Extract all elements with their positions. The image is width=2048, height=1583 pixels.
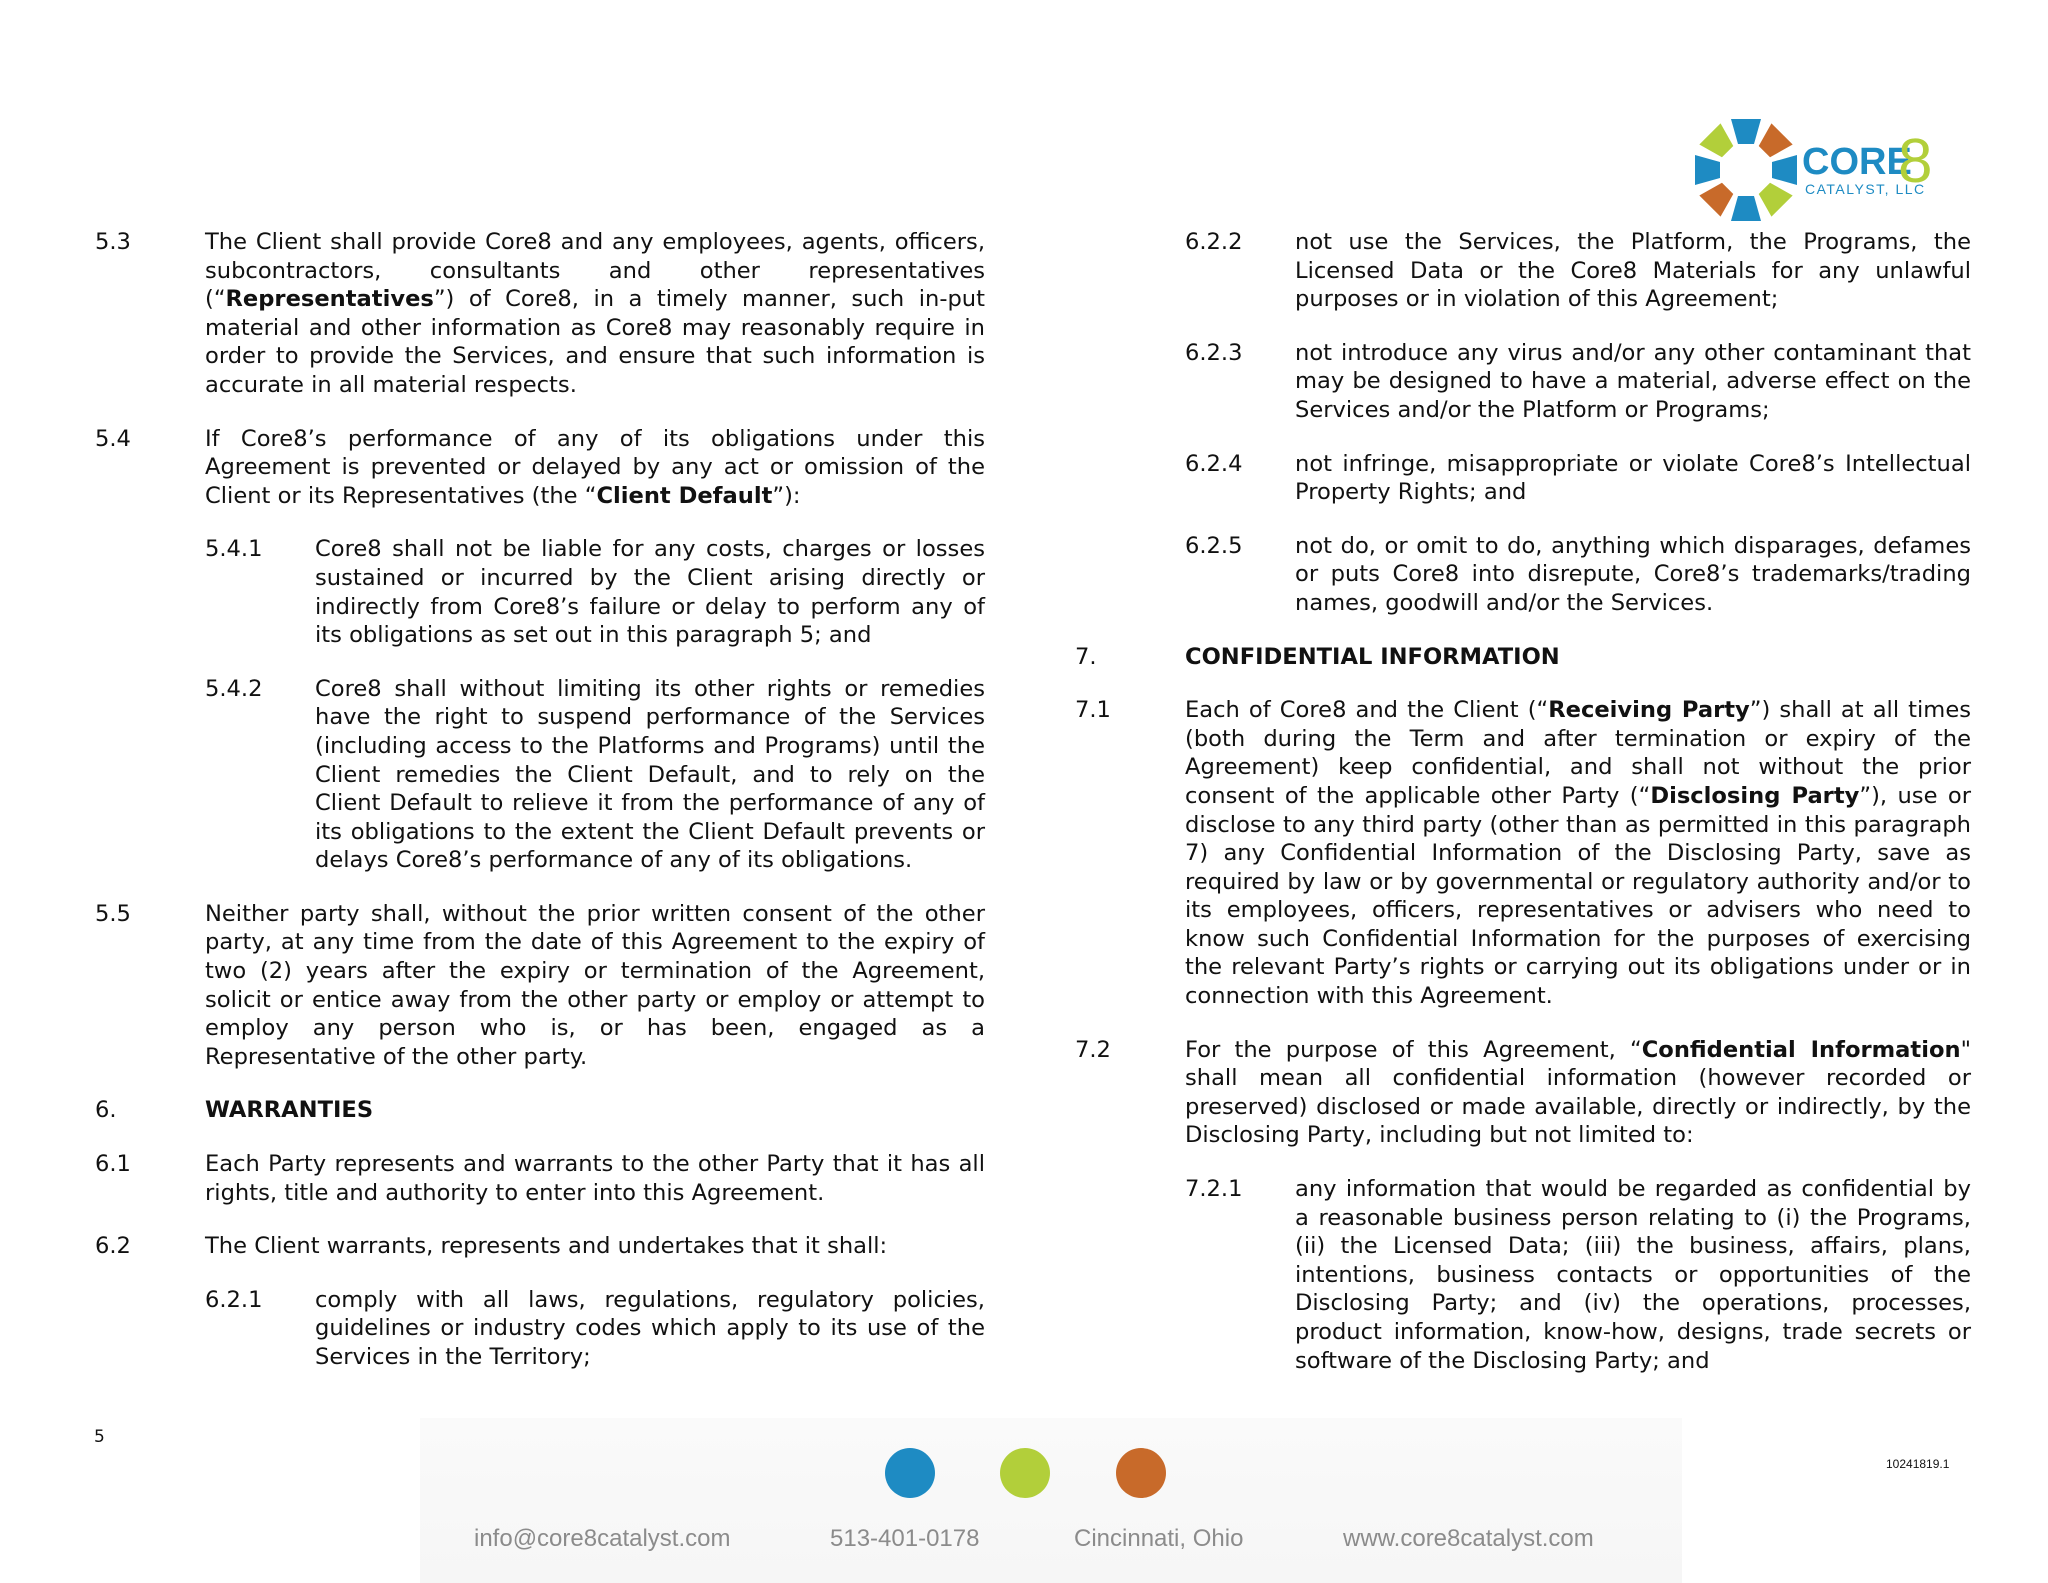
heading-text xyxy=(205,1096,985,1125)
defined-term: Client Default xyxy=(596,482,773,509)
clause xyxy=(95,1232,985,1261)
text-segment: ”) shall at all times (both during the Term and after termination or expiry of the Agreement) keep confidential, and shall not without the prior consent of the applicable other Party (“ xyxy=(1185,697,1971,809)
text-segment: " shall mean all confidential information (however recorded or preserved) disclosed or made available, directly or indirectly, by the Disclosing Party, including but not limited to: xyxy=(1185,1036,1971,1149)
clause-number: 6.2.3 xyxy=(1185,339,1243,366)
clause-text xyxy=(205,425,985,511)
text-segment: Each Party represents and warrants to the other Party that it has all rights, title and authority to enter into this Agreement. xyxy=(205,1151,985,1206)
clause-number: 7.2 xyxy=(1075,1036,1111,1063)
footer-phone: 513-401-0178 xyxy=(830,1525,980,1552)
clause-number: 6.2.2 xyxy=(1185,229,1243,255)
right-column xyxy=(1075,228,1971,1400)
clause xyxy=(95,228,985,400)
footer-email[interactable]: info@core8catalyst.com xyxy=(474,1525,731,1552)
core8-logo-mark xyxy=(1690,112,1970,224)
core8-logo xyxy=(1690,112,1970,224)
sub-clause xyxy=(95,535,985,649)
svg-text:8: 8 xyxy=(1898,127,1933,196)
clause-text xyxy=(1295,1175,1971,1375)
left-column xyxy=(95,228,985,1397)
clause-number: 6. xyxy=(95,1097,117,1124)
text-segment: ”) of Core8, in a timely manner, such in-put material and other information as Core8 may reasonably require in order to provide the Services, and ensure that such information is accurate in all material respects. xyxy=(205,286,985,398)
clause-number: 5.5 xyxy=(95,900,131,927)
sub-clause xyxy=(1075,532,1971,618)
text-segment: not introduce any virus and/or any other contaminant that may be designed to have a material, adverse effect on the Services and/or the Platform or Programs; xyxy=(1295,339,1971,423)
clause xyxy=(1075,696,1971,1011)
clause-number: 6.2 xyxy=(95,1233,131,1260)
clause-text xyxy=(205,900,985,1072)
text-segment: For the purpose of this Agreement, “ xyxy=(1185,1036,1642,1063)
clause-text xyxy=(1295,228,1971,314)
text-segment: If Core8’s performance of any of its obligations under this Agreement is prevented or delayed by any act or omission of the Client or its Representatives (the “ xyxy=(205,425,985,509)
clause-text xyxy=(1295,339,1971,425)
footer-orange-dot xyxy=(1116,1448,1166,1498)
clause-number: 7. xyxy=(1075,643,1097,670)
clause-text xyxy=(1295,450,1971,507)
sub-clause xyxy=(95,675,985,875)
text-segment: The Client shall provide Core8 and any employees, agents, officers, subcontractors, consultants and other representatives (“ xyxy=(205,229,985,313)
text-segment: Core8 shall not be liable for any costs, charges or losses sustained or incurred by the Client arising directly or indirectly from Core8’s failure or delay to perform any of its obligations as set out in this paragraph 5; and xyxy=(315,536,985,649)
document-reference: 10241819.1 xyxy=(1886,1457,1950,1471)
heading-text xyxy=(1185,643,1971,672)
svg-text:CATALYST, LLC: CATALYST, LLC xyxy=(1805,181,1926,197)
clause xyxy=(95,425,985,511)
defined-term: Receiving Party xyxy=(1548,697,1750,724)
clause-text xyxy=(1185,696,1971,1011)
sub-clause xyxy=(1075,228,1971,314)
footer-website[interactable]: www.core8catalyst.com xyxy=(1343,1525,1594,1552)
clause-text xyxy=(205,1150,985,1207)
clause-text xyxy=(205,228,985,400)
page-number: 5 xyxy=(94,1427,105,1447)
text-segment: Core8 shall without limiting its other rights or remedies have the right to suspend performance of the Services (including access to the Platforms and Programs) until the Client remedies the Client Default, and to rely on the Client Default to relieve it from the performance of any of its obligations to the extent the Client Default prevents or delays Core8’s performance of any of its obligations. xyxy=(315,675,985,874)
text-segment: Neither party shall, without the prior written consent of the other party, at any time from the date of this Agreement to the expiry of two (2) years after the expiry or termination of the Agreement, solicit or entice away from the other party or employ or attempt to employ any person who is, or has been, engaged as a Representative of the other party. xyxy=(205,900,985,1070)
sub-clause xyxy=(95,1286,985,1372)
defined-term: Disclosing Party xyxy=(1650,782,1860,809)
defined-term: Confidential Information xyxy=(1641,1036,1961,1063)
clause-number: 7.1 xyxy=(1075,697,1111,724)
clause-number: 6.1 xyxy=(95,1151,131,1178)
text-segment: not use the Services, the Platform, the Programs, the Licensed Data or the Core8 Materials for any unlawful purposes or in violation of this Agreement; xyxy=(1295,229,1971,313)
svg-text:CORE: CORE xyxy=(1802,141,1912,183)
clause-text xyxy=(315,675,985,875)
text-segment: ”), use or disclose to any third party (other than as permitted in this paragraph 7) any Confidential Information of the Disclosing Party, save as required by law or by governmental or regulatory authority and/or to its employees, officers, representatives or advisers who need to know such Confidential Information for the purposes of exercising the relevant Party’s rights or carrying out its obligations under or in connection with this Agreement. xyxy=(1185,782,1971,1010)
text-segment: CONFIDENTIAL INFORMATION xyxy=(1185,643,1560,670)
clause-number: 6.2.1 xyxy=(205,1286,263,1313)
clause-number: 6.2.5 xyxy=(1185,532,1243,559)
text-segment: ”): xyxy=(772,482,801,509)
clause xyxy=(1075,1036,1971,1150)
text-segment: any information that would be regarded as confidential by a reasonable business person relating to (i) the Programs, (ii) the Licensed Data; (iii) the business, affairs, plans, intentions, business contacts or opportunities of the Disclosing Party; and (iv) the operations, processes, product information, know-how, designs, trade secrets or software of the Disclosing Party; and xyxy=(1295,1176,1971,1374)
clause-number: 5.3 xyxy=(95,229,131,255)
footer-blue-dot xyxy=(885,1448,935,1498)
sub-clause xyxy=(1075,339,1971,425)
section-heading xyxy=(1075,643,1971,672)
text-segment: comply with all laws, regulations, regulatory policies, guidelines or industry codes which apply to its use of the Services in the Territory; xyxy=(315,1286,985,1370)
clause-number: 5.4.1 xyxy=(205,536,263,563)
text-segment: not infringe, misappropriate or violate Core8’s Intellectual Property Rights; and xyxy=(1295,450,1971,506)
text-segment: Each of Core8 and the Client (“ xyxy=(1185,697,1549,724)
clause-text xyxy=(1185,1036,1971,1150)
section-heading xyxy=(95,1096,985,1125)
clause-text xyxy=(205,1232,985,1261)
clause-number: 5.4 xyxy=(95,425,131,452)
clause xyxy=(95,1150,985,1207)
text-segment: The Client warrants, represents and undertakes that it shall: xyxy=(205,1233,888,1260)
text-segment: WARRANTIES xyxy=(205,1097,374,1124)
footer-city: Cincinnati, Ohio xyxy=(1074,1525,1244,1552)
defined-term: Representatives xyxy=(225,286,434,313)
clause-text xyxy=(315,1286,985,1372)
text-segment: not do, or omit to do, anything which disparages, defames or puts Core8 into disrepute, Core8’s trademarks/trading names, goodwill and/or the Services. xyxy=(1295,532,1971,616)
clause-text xyxy=(1295,532,1971,618)
footer-band xyxy=(420,1418,1682,1583)
clause xyxy=(95,900,985,1072)
footer-green-dot xyxy=(1000,1448,1050,1498)
sub-clause xyxy=(1075,450,1971,507)
clause-number: 5.4.2 xyxy=(205,675,263,702)
clause-text xyxy=(315,535,985,649)
sub-clause xyxy=(1075,1175,1971,1375)
clause-number: 7.2.1 xyxy=(1185,1176,1243,1203)
clause-number: 6.2.4 xyxy=(1185,450,1243,477)
